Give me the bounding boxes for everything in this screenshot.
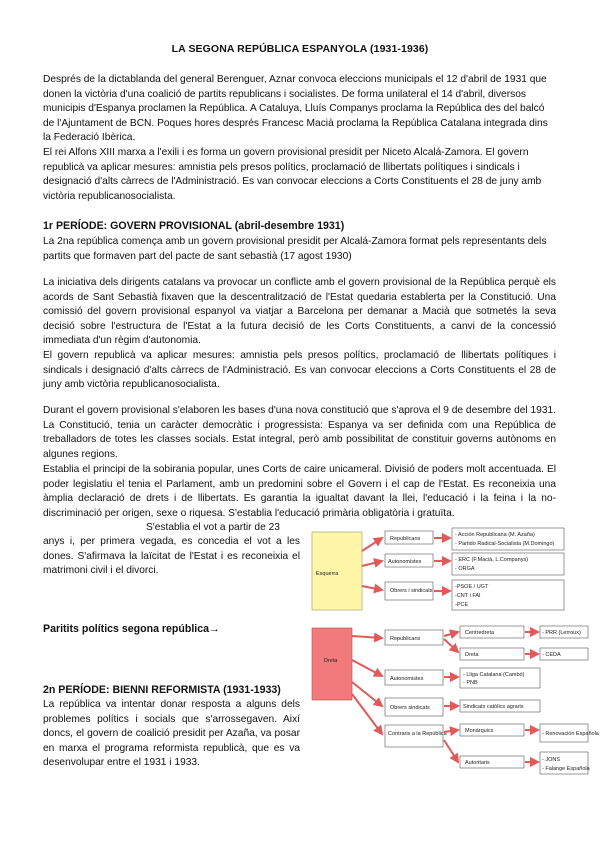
contraris-label: Contraris a la República (388, 731, 447, 737)
ceda-label: - CEDA (542, 652, 561, 658)
pnb-label: - PNB (463, 680, 478, 686)
period-2-text: La república va intentar donar resposta a alguns dels problemes polítics i socials que s'arrossegaven. Així doncs, el govern de coalició presidit per Azaña, va posar en marxa el programa reformista republicà, que es va desenvolupar entre el 1931 i 1933. (43, 699, 300, 769)
obrers-item-1: -PSOE / UGT (455, 584, 489, 590)
autonomistes-item-2: - ORGA (455, 566, 475, 572)
left-parties-diagram (310, 528, 570, 618)
lliga-label: - Lliga Catalana (Cambó) (463, 672, 525, 678)
jons-label: - JONS (542, 757, 561, 763)
autonomistes-right-label: Autonomistes (390, 676, 424, 682)
esquerra-label: Esquerra (316, 571, 339, 577)
right-parties-diagram (310, 622, 599, 782)
falange-label: - Falange Española (542, 766, 590, 772)
arrow-to-obrers-right (352, 682, 382, 706)
parties-heading: Paritits polítics segona república→ (43, 623, 220, 635)
page-title: LA SEGONA REPÚBLICA ESPANYOLA (1931-1936) (171, 43, 429, 55)
arrow-to-autonomistes (362, 561, 382, 566)
intro-paragraph-1: Després de la dictablanda del general Berenguer, Aznar convoca eleccions municipals el 12 d'abril de 1931 que donen la victòria d'una coalició de partits republicans i socialistes. De forma unilateral el 14 d'abril, diversos municipis d'Espanya proclamen la República. A Cataluya, Lluís Companys proclama la República des del balcó de l'Ajuntament de BCN. Poques hores després Francesc Macià proclama la República Catalana integrada dins la Federació Ibèrica. (43, 74, 548, 144)
republicans-right-label: Republicans (390, 636, 421, 642)
autonomistes-item-1: - ERC (F.Macià, L.Companys) (455, 557, 529, 563)
arrow-to-republicans-right (352, 636, 382, 638)
arrow-to-autonomistes-right (352, 660, 382, 676)
period-1-heading: 1r PERÍODE: GOVERN PROVISIONAL (abril-desembre 1931) (43, 220, 345, 232)
catalan-conflict-paragraph: La iniciativa dels dirigents catalans va provocar un conflicte amb el govern provisional de la República perquè els acords de Sant Sebastià fixaven que la descentralització de l'Estat quedaria establerta per la Constitució. Una comissió del govern provisional espanyol va viatjar a Barcelona per demanar a Macià que sotmetés la seva decisió sobre l'estructura de l'Estat a la futura decisió de les Corts Constituents, a canvi de la concessió immediata d'un règim d'autonomia. (43, 277, 556, 347)
dreta-sub-label: Dreta (465, 652, 479, 658)
period-2-heading: 2n PERÍODE: BIENNI REFORMISTA (1931-1933) (43, 684, 281, 696)
dreta-box (312, 628, 352, 700)
vote-line: S'establia el vot a partir de 23 (146, 522, 280, 533)
monarquics-label: Monàrquics (465, 728, 494, 734)
centredreta-label: Centredreta (465, 630, 495, 636)
vote-paragraph: anys i, per primera vegada, es concedia el vot a les dones. S'afirmava la laïcitat de l'Estat i es reconeixia el matrimoni civil i el divorci. (43, 536, 300, 577)
arrow-to-republicans (362, 538, 382, 551)
obrers-item-3: -PCE (455, 602, 469, 608)
measures-paragraph: El govern republicà va aplicar mesures: amnistia pels presos polítics, proclamació de llibertats polítiques i sindicals i designació d'alts càrrecs de l'Administració. Es van convocar eleccions a Corts Constituents el 28 de juny amb victòria republicanosocialista. (43, 350, 556, 391)
intro-paragraph-2: El rei Alfons XIII marxa a l'exili i es forma un govern provisional presidit per Niceto Alcalá-Zamora. El govern republicà va aplicar mesures: amnistia pels presos polítics, proclamació de llibertats polítiques i sindicals i designació d'alts càrrecs de l'Administració. Es van convocar eleccions a Corts Constituents el 28 de juny amb victòria republicanosocialista. (43, 147, 542, 202)
obrers-label: Obrers i sindicats (390, 588, 433, 594)
prr-label: - PRR (Lerroux) (542, 630, 581, 636)
constitution-paragraph: Durant el govern provisional s'elaboren les bases d'una nova constitució que s'aprova el 9 de desembre del 1931. La Constitució, tenia un caràcter democràtic i progressista: Espanya va ser definida com una República de treballadors de totes les classes socials. Estat integral, però amb possibilitat de constituir governs autònoms en algunes regions. (43, 405, 556, 460)
republicans-item-2: - Partido Radical-Socialista (M.Domingo) (455, 541, 555, 547)
sindicats-label: Sindicats catòlics agraris (463, 704, 524, 710)
arrow-to-contraris (352, 694, 382, 734)
dreta-label: Dreta (324, 658, 338, 664)
arrow-to-obrers (362, 586, 382, 590)
autoritaris-label: Autoritaris (465, 760, 490, 766)
renovacion-label: - Renovación Española (542, 731, 599, 737)
sovereignty-paragraph: Establia el principi de la sobirania popular, unes Corts de caire unicameral. Divisió de poders molt accentuada. El poder legislatiu el tenia el Parlament, amb un predomini sobre el Govern i el cap de l'Estat. Es reconeixia una àmplia declaració de drets i de llibertats. Es garantia la igualtat davant la llei, l'educació i la feina i la no-discriminació per origen, sexe o riquesa. S'establia l'educació primària obligatòria i gratuïta. (43, 464, 556, 519)
obrers-right-label: Obrers sindicats (390, 705, 430, 711)
republicans-label: Republicans (390, 536, 421, 542)
obrers-item-2: -CNT i FAI (455, 593, 481, 599)
republicans-item-1: - Acción Republicana (M. Azaña) (455, 532, 535, 538)
autonomistes-label: Autonomistes (388, 559, 422, 565)
period-1-text: La 2na república comença amb un govern provisional presidit per Alcalá-Zamora format pels representants dels partits que formaven part del pacte de sant sebastià (17 agost 1930) (43, 236, 547, 262)
